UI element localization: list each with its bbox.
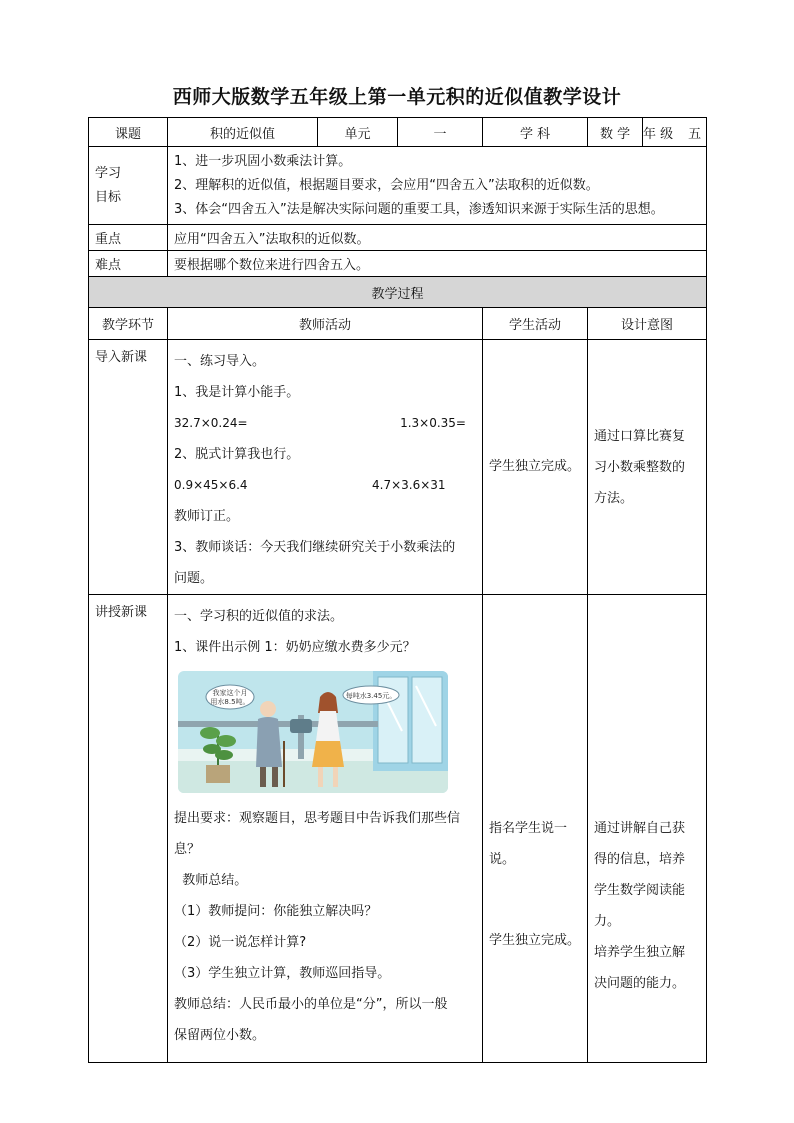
unit-value: 一	[398, 118, 483, 147]
col-intent: 设计意图	[588, 308, 707, 340]
teacher-line: （1）教师提问：你能独立解决吗？	[174, 904, 378, 919]
grade-cell	[643, 118, 707, 147]
unit-label: 单元	[318, 118, 398, 147]
teacher-line: 教师总结：人民币最小的单位是“分”，所以一般	[174, 997, 448, 1012]
grade-value: 五	[688, 126, 702, 142]
intent-line: 通过讲解自己获	[594, 821, 686, 836]
bubble-grandma-line: 我家这个月	[212, 689, 248, 697]
teacher-line: 问题。	[174, 571, 214, 586]
intent-line: 培养学生独立解	[594, 945, 686, 960]
topic-label: 课题	[89, 118, 168, 147]
teacher-line: 2、脱式计算我也行。	[174, 447, 300, 462]
objective-item: 1、进一步巩固小数乘法计算。	[174, 153, 352, 169]
section-intro-student	[483, 340, 588, 595]
col-teacher: 教师活动	[168, 308, 483, 340]
teacher-line: 1、课件出示例 1：奶奶应缴水费多少元？	[174, 640, 416, 655]
header-row	[89, 118, 707, 147]
section-teach-student	[483, 595, 588, 1063]
teacher-line: 教师总结。	[174, 873, 248, 888]
section-teach-teacher	[168, 595, 483, 1063]
section-intro-stage: 导入新课	[89, 340, 168, 595]
subject-label: 学 科	[483, 118, 588, 147]
teacher-line: 息？	[174, 842, 201, 857]
section-teach-row	[89, 595, 707, 1063]
illustration-scene	[178, 671, 448, 793]
section-intro-intent	[588, 340, 707, 595]
section-intro-row	[89, 340, 707, 595]
intent-line: 决问题的能力。	[594, 976, 686, 991]
teacher-line: 一、学习积的近似值的求法。	[174, 609, 344, 624]
objectives-row	[89, 147, 707, 225]
intent-line: 通过口算比赛复	[594, 428, 686, 444]
bubble-grandma-line: 用水8.5吨。	[210, 698, 250, 706]
objectives-label	[89, 147, 168, 225]
teacher-line: 教师订正。	[174, 509, 240, 524]
lesson-plan-table-wrapper	[88, 117, 706, 1063]
calc-item: 4.7×3.6×31	[372, 478, 446, 492]
lesson-plan-table	[88, 117, 707, 1063]
document-title: 西师大版数学五年级上第一单元积的近似值教学设计	[172, 86, 622, 108]
teacher-line: 提出要求：观察题目，思考题目中告诉我们那些信	[174, 811, 461, 826]
section-teach-intent	[588, 595, 707, 1063]
key-point-text: 应用“四舍五入”法取积的近似数。	[168, 225, 707, 251]
example-illustration	[178, 671, 448, 793]
subject-value: 数 学	[588, 118, 643, 147]
key-point-row	[89, 225, 707, 251]
key-point-label: 重点	[89, 225, 168, 251]
student-activity-text: 学生独立完成。	[489, 458, 581, 474]
section-teach-stage: 讲授新课	[89, 595, 168, 1063]
objectives-label-text: 学习目标	[95, 165, 122, 205]
calc-row	[174, 470, 476, 501]
intent-line: 力。	[594, 914, 621, 929]
process-title: 教学过程	[89, 277, 707, 308]
calc-item: 1.3×0.35=	[400, 416, 466, 430]
student-line: 说。	[489, 852, 516, 867]
calc-item: 0.9×45×6.4	[174, 478, 248, 492]
calc-item: 32.7×0.24=	[174, 416, 248, 430]
teacher-line: 3、教师谈话：今天我们继续研究关于小数乘法的	[174, 540, 456, 555]
teacher-line: 保留两位小数。	[174, 1028, 266, 1043]
teacher-line: 一、练习导入。	[174, 354, 266, 369]
student-line: 指名学生说一	[489, 821, 568, 836]
teacher-line: （3）学生独立计算，教师巡回指导。	[174, 966, 391, 981]
col-stage: 教学环节	[89, 308, 168, 340]
teacher-line: （2）说一说怎样计算?	[174, 935, 307, 950]
calc-row	[174, 408, 476, 439]
difficulty-row	[89, 251, 707, 277]
objectives-list	[168, 147, 707, 225]
objective-item: 3、体会“四舍五入”法是解决实际问题的重要工具，渗透知识来源于实际生活的思想。	[174, 201, 664, 217]
teacher-line: 1、我是计算小能手。	[174, 385, 300, 400]
intent-line: 习小数乘整数的	[594, 459, 686, 475]
intent-line: 学生数学阅读能	[594, 883, 686, 898]
objective-item: 2、理解积的近似值，根据题目要求，会应用“四舍五入”法取积的近似数。	[174, 177, 599, 193]
process-header-row	[89, 308, 707, 340]
grade-label: 年 级	[643, 126, 674, 142]
section-intro-teacher	[168, 340, 483, 595]
topic-value: 积的近似值	[168, 118, 318, 147]
student-line: 学生独立完成。	[489, 933, 581, 948]
col-student: 学生活动	[483, 308, 588, 340]
intent-line: 得的信息，培养	[594, 852, 686, 867]
difficulty-text: 要根据哪个数位来进行四舍五入。	[168, 251, 707, 277]
bubble-woman-text: 每吨水3.45元。	[345, 692, 397, 700]
difficulty-label: 难点	[89, 251, 168, 277]
intent-line: 方法。	[594, 490, 634, 506]
process-title-row	[89, 277, 707, 308]
